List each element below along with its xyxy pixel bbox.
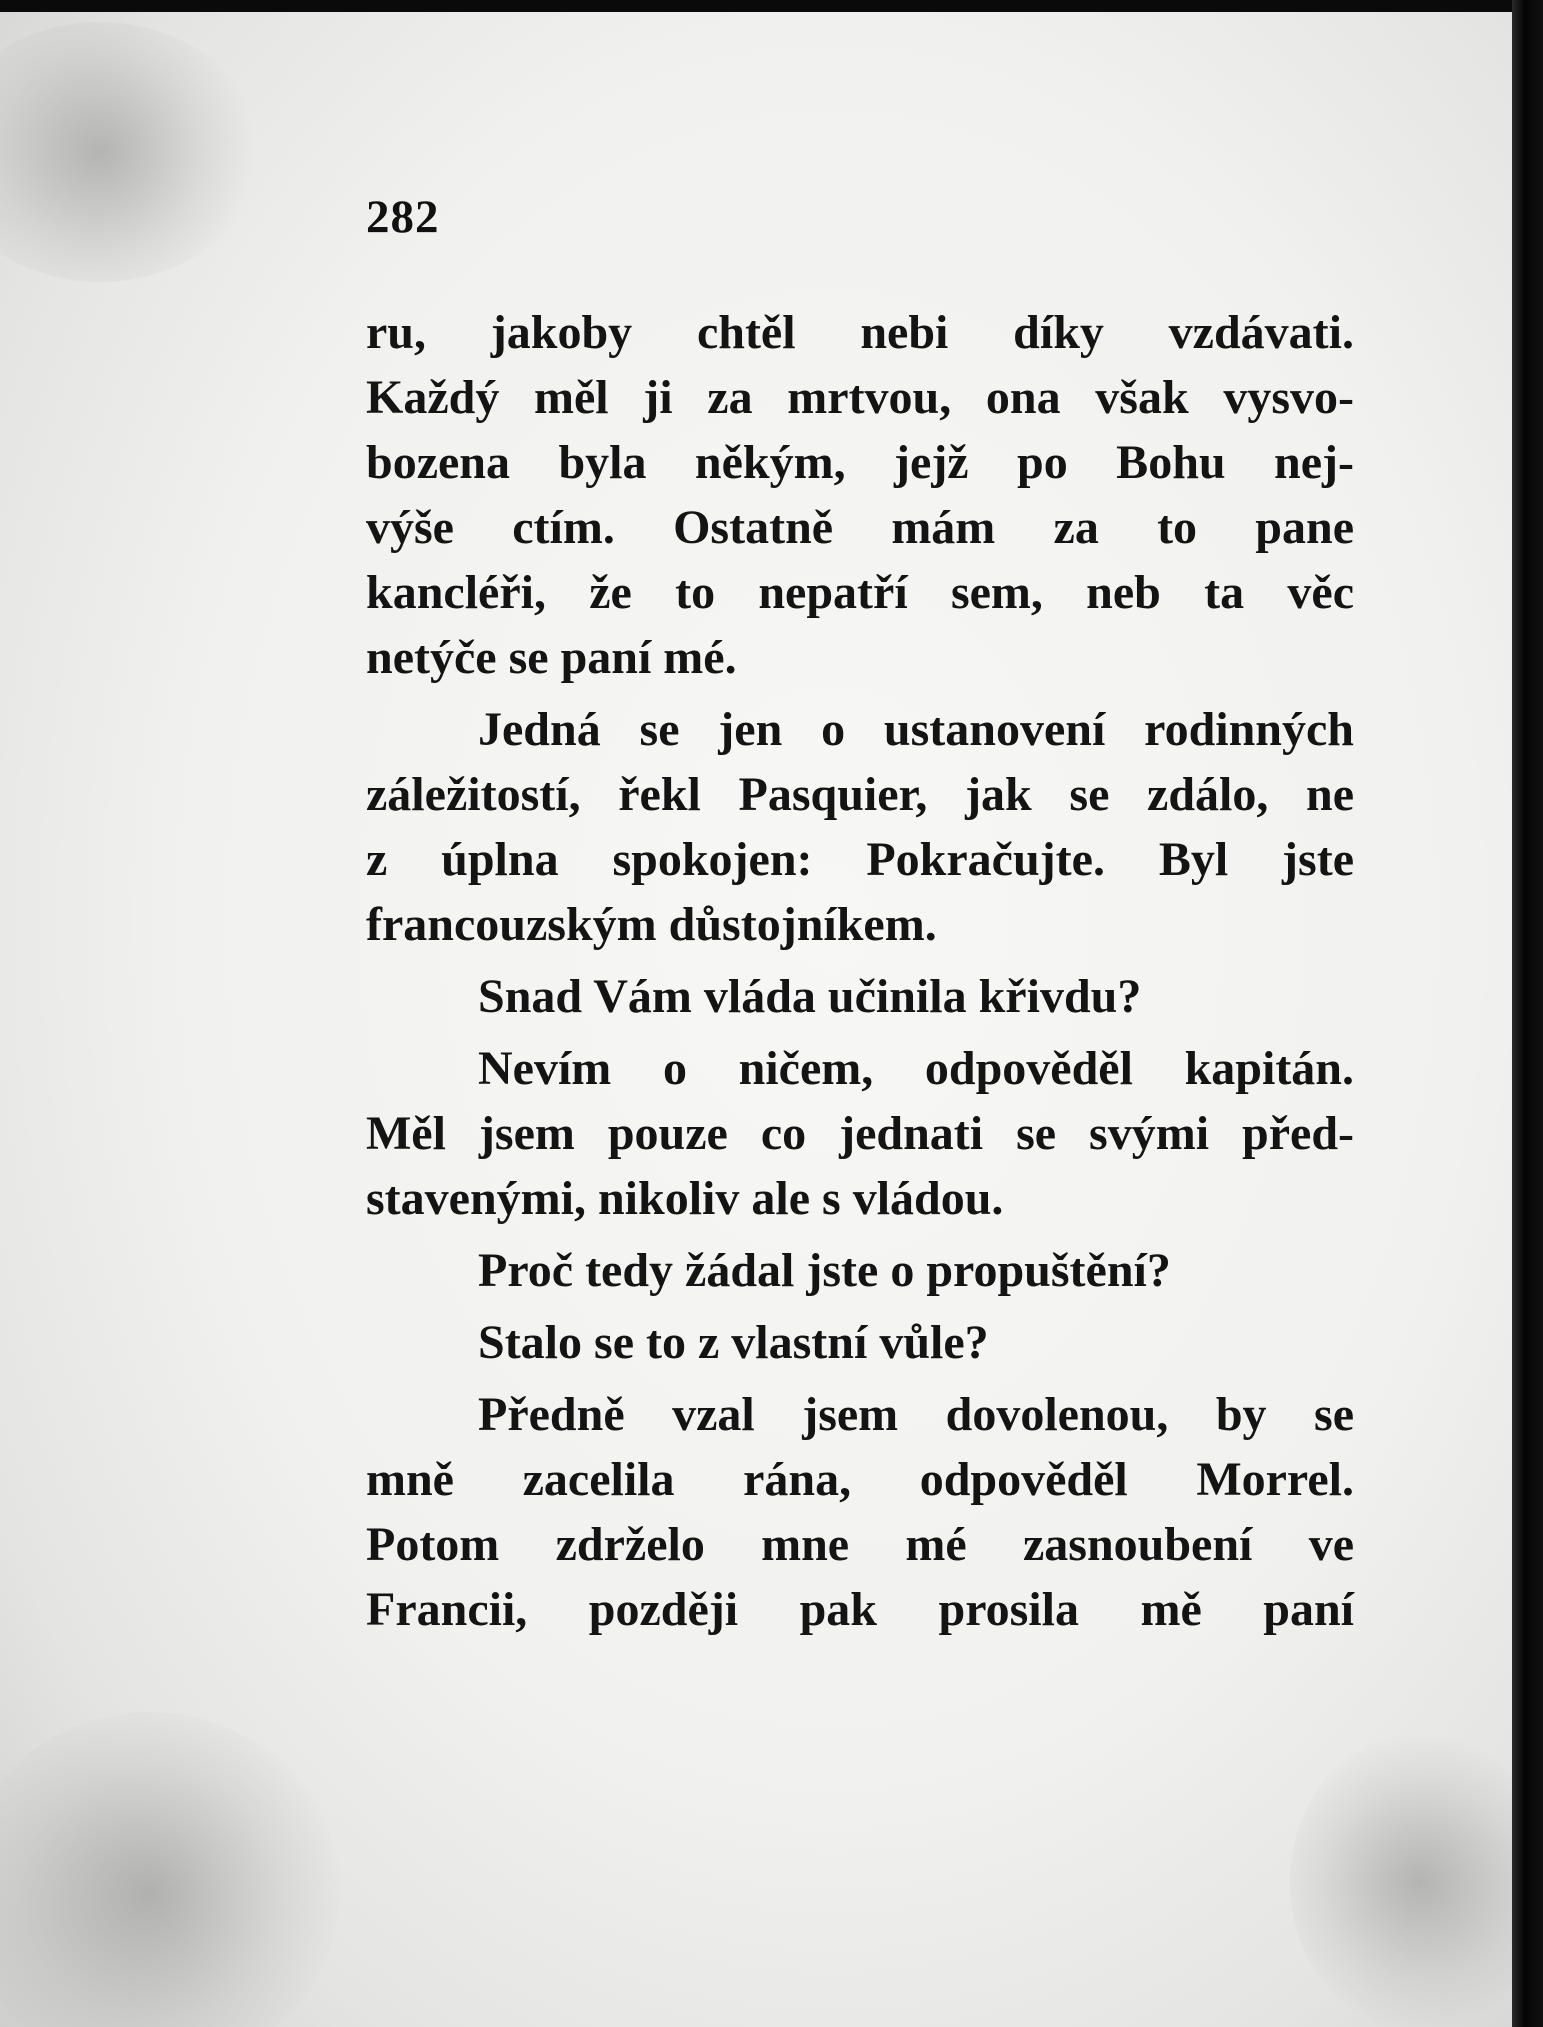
text-line: výše ctím. Ostatně mám za to pane <box>366 501 1354 554</box>
body-text <box>366 300 1354 1642</box>
text-line: Snad Vám vláda učinila křivdu? <box>478 970 1142 1023</box>
text-line: ru, jakoby chtěl nebi díky vzdávati. <box>366 306 1354 359</box>
paragraph-gap <box>366 1375 1354 1382</box>
scan-border-right <box>1512 0 1543 2027</box>
text-line: bozena byla někým, jejž po Bohu nej- <box>366 436 1354 489</box>
text-line: Francii, později pak prosila mě paní <box>366 1583 1354 1636</box>
paragraph-gap <box>366 690 1354 697</box>
text-line: kancléři, že to nepatří sem, neb ta věc <box>366 566 1354 619</box>
page-number: 282 <box>366 191 440 243</box>
text-line: Stalo se to z vlastní vůle? <box>478 1316 989 1369</box>
paragraph-gap <box>366 1231 1354 1238</box>
text-line: Předně vzal jsem dovolenou, by se <box>478 1388 1354 1441</box>
scan-smudge <box>0 22 260 282</box>
scan-smudge <box>0 1712 340 2027</box>
text-line: netýče se paní mé. <box>366 631 737 684</box>
paragraph-gap <box>366 957 1354 964</box>
paragraph-gap <box>366 1029 1354 1036</box>
text-line: Nevím o ničem, odpověděl kapitán. <box>478 1042 1354 1095</box>
text-line: z úplna spokojen: Pokračujte. Byl jste <box>366 833 1354 886</box>
text-line: Měl jsem pouze co jednati se svými před- <box>366 1107 1354 1160</box>
paragraph-gap <box>366 1303 1354 1310</box>
text-line: Potom zdrželo mne mé zasnoubení ve <box>366 1518 1354 1571</box>
text-line: mně zacelila rána, odpověděl Morrel. <box>366 1453 1354 1506</box>
text-line: záležitostí, řekl Pasquier, jak se zdálo, ne <box>366 768 1354 821</box>
text-line: francouzským důstojníkem. <box>366 898 937 951</box>
scan-smudge <box>1290 1732 1512 2027</box>
book-page <box>0 12 1512 2027</box>
text-line: Proč tedy žádal jste o propuštění? <box>478 1244 1171 1297</box>
text-line: Každý měl ji za mrtvou, ona však vysvo- <box>366 371 1354 424</box>
text-line: Jedná se jen o ustanovení rodinných <box>478 703 1354 756</box>
text-line: stavenými, nikoliv ale s vládou. <box>366 1172 1004 1225</box>
